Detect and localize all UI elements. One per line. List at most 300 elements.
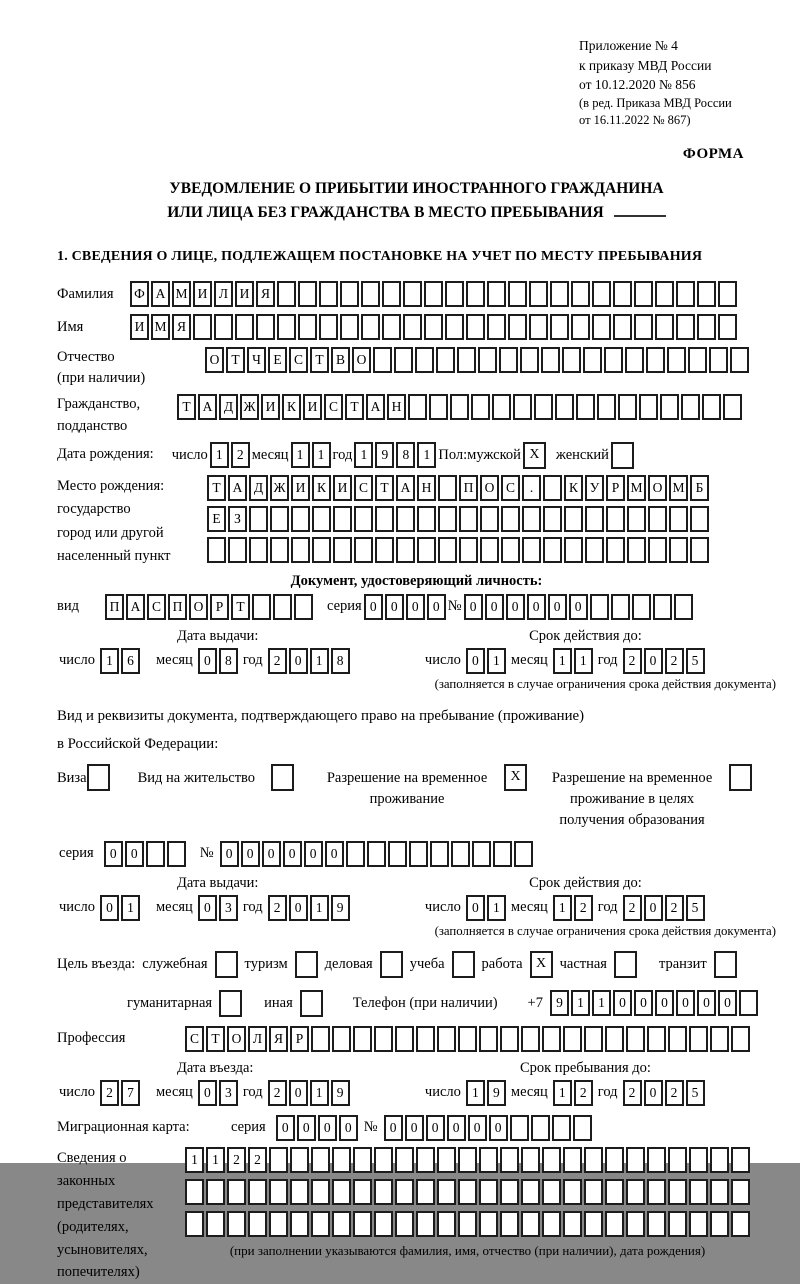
char-cell[interactable] (647, 1179, 666, 1205)
char-cell[interactable] (479, 1147, 498, 1173)
char-cell[interactable]: 9 (375, 442, 394, 468)
char-cell[interactable] (573, 1115, 592, 1141)
char-cell[interactable] (193, 314, 212, 340)
purpose-humanitarian-checkbox[interactable] (219, 990, 242, 1017)
char-cell[interactable]: П (105, 594, 124, 620)
char-cell[interactable] (508, 281, 527, 307)
char-cell[interactable] (571, 281, 590, 307)
char-cell[interactable] (438, 475, 457, 501)
char-cell[interactable] (605, 1211, 624, 1237)
char-cell[interactable]: С (354, 475, 373, 501)
char-cell[interactable] (458, 1179, 477, 1205)
char-cell[interactable] (689, 1026, 708, 1052)
char-cell[interactable]: К (282, 394, 301, 420)
purpose-private-checkbox[interactable] (614, 951, 637, 978)
char-cell[interactable]: А (151, 281, 170, 307)
char-cell[interactable]: 0 (468, 1115, 487, 1141)
char-cell[interactable] (437, 1179, 456, 1205)
char-cell[interactable]: 2 (231, 442, 250, 468)
char-cell[interactable] (564, 537, 583, 563)
char-cell[interactable]: 2 (248, 1147, 267, 1173)
sex-female-checkbox[interactable] (611, 442, 634, 469)
char-cell[interactable] (689, 1211, 708, 1237)
char-cell[interactable] (563, 1147, 582, 1173)
char-cell[interactable] (510, 1115, 529, 1141)
char-cell[interactable] (655, 314, 674, 340)
char-cell[interactable] (332, 1211, 351, 1237)
char-cell[interactable] (353, 1026, 372, 1052)
char-cell[interactable] (354, 506, 373, 532)
char-cell[interactable]: 0 (198, 895, 217, 921)
char-cell[interactable] (206, 1211, 225, 1237)
char-cell[interactable]: 0 (634, 990, 653, 1016)
char-cell[interactable] (718, 314, 737, 340)
char-cell[interactable]: 1 (312, 442, 331, 468)
char-cell[interactable] (437, 1211, 456, 1237)
char-cell[interactable] (228, 537, 247, 563)
char-cell[interactable] (424, 281, 443, 307)
char-cell[interactable]: 6 (121, 648, 140, 674)
char-cell[interactable]: А (126, 594, 145, 620)
char-cell[interactable] (576, 394, 595, 420)
char-cell[interactable] (367, 841, 386, 867)
char-cell[interactable] (500, 1179, 519, 1205)
char-cell[interactable] (361, 314, 380, 340)
char-cell[interactable] (592, 281, 611, 307)
char-cell[interactable]: 0 (297, 1115, 316, 1141)
char-cell[interactable] (294, 594, 313, 620)
char-cell[interactable]: Е (207, 506, 226, 532)
char-cell[interactable] (445, 314, 464, 340)
char-cell[interactable]: Я (256, 281, 275, 307)
char-cell[interactable] (531, 1115, 550, 1141)
char-cell[interactable]: 0 (676, 990, 695, 1016)
char-cell[interactable] (248, 1179, 267, 1205)
char-cell[interactable]: О (648, 475, 667, 501)
char-cell[interactable]: Р (210, 594, 229, 620)
char-cell[interactable]: Р (606, 475, 625, 501)
char-cell[interactable] (618, 394, 637, 420)
char-cell[interactable] (466, 314, 485, 340)
char-cell[interactable] (625, 347, 644, 373)
char-cell[interactable] (290, 1147, 309, 1173)
char-cell[interactable] (466, 281, 485, 307)
char-cell[interactable] (429, 394, 448, 420)
char-cell[interactable]: Д (249, 475, 268, 501)
char-cell[interactable]: О (205, 347, 224, 373)
char-cell[interactable]: Ж (270, 475, 289, 501)
char-cell[interactable]: И (235, 281, 254, 307)
char-cell[interactable] (269, 1147, 288, 1173)
char-cell[interactable] (319, 314, 338, 340)
char-cell[interactable]: М (172, 281, 191, 307)
char-cell[interactable] (332, 1026, 351, 1052)
char-cell[interactable]: 0 (426, 1115, 445, 1141)
char-cell[interactable]: 5 (686, 648, 705, 674)
char-cell[interactable]: 9 (331, 895, 350, 921)
char-cell[interactable] (627, 537, 646, 563)
char-cell[interactable] (597, 394, 616, 420)
char-cell[interactable] (227, 1179, 246, 1205)
char-cell[interactable] (660, 394, 679, 420)
char-cell[interactable] (541, 347, 560, 373)
char-cell[interactable]: 8 (396, 442, 415, 468)
purpose-work-checkbox[interactable]: X (530, 951, 553, 978)
char-cell[interactable]: 0 (464, 594, 483, 620)
option-visa-checkbox[interactable] (87, 764, 110, 791)
sex-male-checkbox[interactable]: X (523, 442, 546, 469)
char-cell[interactable]: Е (268, 347, 287, 373)
char-cell[interactable] (227, 1211, 246, 1237)
char-cell[interactable]: С (147, 594, 166, 620)
char-cell[interactable]: Я (269, 1026, 288, 1052)
char-cell[interactable] (709, 347, 728, 373)
char-cell[interactable]: А (366, 394, 385, 420)
char-cell[interactable]: 1 (354, 442, 373, 468)
char-cell[interactable]: 0 (198, 648, 217, 674)
char-cell[interactable] (521, 1026, 540, 1052)
char-cell[interactable] (514, 841, 533, 867)
purpose-other-checkbox[interactable] (300, 990, 323, 1017)
char-cell[interactable]: 0 (262, 841, 281, 867)
char-cell[interactable] (340, 281, 359, 307)
char-cell[interactable] (445, 281, 464, 307)
char-cell[interactable]: 0 (548, 594, 567, 620)
char-cell[interactable]: 0 (289, 1080, 308, 1106)
char-cell[interactable] (146, 841, 165, 867)
char-cell[interactable] (583, 347, 602, 373)
char-cell[interactable]: А (228, 475, 247, 501)
char-cell[interactable] (273, 594, 292, 620)
char-cell[interactable] (730, 347, 749, 373)
char-cell[interactable] (613, 314, 632, 340)
char-cell[interactable] (562, 347, 581, 373)
char-cell[interactable] (395, 1026, 414, 1052)
char-cell[interactable]: 0 (325, 841, 344, 867)
char-cell[interactable]: 1 (100, 648, 119, 674)
char-cell[interactable]: Т (310, 347, 329, 373)
char-cell[interactable] (542, 1179, 561, 1205)
char-cell[interactable] (626, 1147, 645, 1173)
char-cell[interactable] (639, 394, 658, 420)
char-cell[interactable]: 0 (384, 1115, 403, 1141)
char-cell[interactable] (563, 1179, 582, 1205)
char-cell[interactable] (647, 1026, 666, 1052)
char-cell[interactable]: Т (206, 1026, 225, 1052)
char-cell[interactable] (457, 347, 476, 373)
char-cell[interactable] (374, 1211, 393, 1237)
char-cell[interactable]: К (312, 475, 331, 501)
char-cell[interactable]: Б (690, 475, 709, 501)
char-cell[interactable] (584, 1211, 603, 1237)
char-cell[interactable] (458, 1211, 477, 1237)
char-cell[interactable] (479, 1211, 498, 1237)
char-cell[interactable]: 1 (310, 895, 329, 921)
char-cell[interactable]: 2 (623, 895, 642, 921)
char-cell[interactable]: 8 (219, 648, 238, 674)
char-cell[interactable] (521, 1179, 540, 1205)
char-cell[interactable]: И (291, 475, 310, 501)
char-cell[interactable] (647, 1147, 666, 1173)
char-cell[interactable] (584, 1147, 603, 1173)
char-cell[interactable]: 0 (718, 990, 737, 1016)
char-cell[interactable] (416, 1147, 435, 1173)
char-cell[interactable] (647, 1211, 666, 1237)
char-cell[interactable] (332, 1179, 351, 1205)
char-cell[interactable] (290, 1179, 309, 1205)
char-cell[interactable] (458, 1026, 477, 1052)
char-cell[interactable] (298, 281, 317, 307)
char-cell[interactable] (731, 1179, 750, 1205)
purpose-transit-checkbox[interactable] (714, 951, 737, 978)
char-cell[interactable] (353, 1211, 372, 1237)
char-cell[interactable]: Т (231, 594, 250, 620)
char-cell[interactable] (571, 314, 590, 340)
char-cell[interactable] (529, 314, 548, 340)
char-cell[interactable] (480, 537, 499, 563)
char-cell[interactable]: 0 (527, 594, 546, 620)
char-cell[interactable] (252, 594, 271, 620)
char-cell[interactable] (543, 475, 562, 501)
char-cell[interactable]: С (289, 347, 308, 373)
char-cell[interactable] (437, 1147, 456, 1173)
char-cell[interactable]: М (151, 314, 170, 340)
char-cell[interactable]: С (185, 1026, 204, 1052)
char-cell[interactable]: 1 (206, 1147, 225, 1173)
char-cell[interactable] (382, 314, 401, 340)
char-cell[interactable] (543, 506, 562, 532)
char-cell[interactable] (354, 537, 373, 563)
char-cell[interactable] (655, 281, 674, 307)
char-cell[interactable]: 1 (466, 1080, 485, 1106)
char-cell[interactable] (555, 394, 574, 420)
char-cell[interactable] (249, 506, 268, 532)
char-cell[interactable]: 5 (686, 1080, 705, 1106)
char-cell[interactable]: И (333, 475, 352, 501)
char-cell[interactable] (396, 537, 415, 563)
char-cell[interactable]: 2 (665, 1080, 684, 1106)
char-cell[interactable] (521, 1147, 540, 1173)
char-cell[interactable] (605, 1179, 624, 1205)
char-cell[interactable]: 0 (289, 895, 308, 921)
char-cell[interactable]: 0 (104, 841, 123, 867)
char-cell[interactable]: 0 (241, 841, 260, 867)
char-cell[interactable] (270, 537, 289, 563)
char-cell[interactable]: . (522, 475, 541, 501)
char-cell[interactable] (487, 314, 506, 340)
char-cell[interactable] (605, 1026, 624, 1052)
char-cell[interactable]: Н (387, 394, 406, 420)
char-cell[interactable]: 1 (553, 648, 572, 674)
char-cell[interactable]: В (331, 347, 350, 373)
char-cell[interactable] (584, 1179, 603, 1205)
char-cell[interactable]: 0 (644, 895, 663, 921)
char-cell[interactable]: 1 (592, 990, 611, 1016)
char-cell[interactable] (277, 314, 296, 340)
char-cell[interactable] (646, 347, 665, 373)
char-cell[interactable] (676, 281, 695, 307)
char-cell[interactable] (312, 506, 331, 532)
char-cell[interactable] (478, 347, 497, 373)
char-cell[interactable] (668, 1179, 687, 1205)
char-cell[interactable] (690, 537, 709, 563)
char-cell[interactable] (500, 1026, 519, 1052)
char-cell[interactable] (408, 394, 427, 420)
char-cell[interactable]: 1 (185, 1147, 204, 1173)
char-cell[interactable]: 2 (268, 1080, 287, 1106)
char-cell[interactable]: 1 (291, 442, 310, 468)
char-cell[interactable] (375, 506, 394, 532)
char-cell[interactable] (353, 1179, 372, 1205)
char-cell[interactable] (702, 394, 721, 420)
char-cell[interactable] (534, 394, 553, 420)
char-cell[interactable] (688, 347, 707, 373)
char-cell[interactable]: 0 (427, 594, 446, 620)
char-cell[interactable]: 8 (331, 648, 350, 674)
char-cell[interactable] (520, 347, 539, 373)
char-cell[interactable] (416, 1211, 435, 1237)
char-cell[interactable] (471, 394, 490, 420)
char-cell[interactable] (479, 1179, 498, 1205)
char-cell[interactable] (438, 506, 457, 532)
char-cell[interactable]: 1 (574, 648, 593, 674)
char-cell[interactable] (669, 506, 688, 532)
char-cell[interactable]: О (480, 475, 499, 501)
char-cell[interactable] (690, 506, 709, 532)
char-cell[interactable] (185, 1179, 204, 1205)
char-cell[interactable]: 1 (553, 1080, 572, 1106)
char-cell[interactable] (668, 1211, 687, 1237)
char-cell[interactable] (668, 1147, 687, 1173)
char-cell[interactable]: А (198, 394, 217, 420)
char-cell[interactable] (458, 1147, 477, 1173)
char-cell[interactable] (626, 1211, 645, 1237)
char-cell[interactable]: 5 (686, 895, 705, 921)
char-cell[interactable]: О (189, 594, 208, 620)
char-cell[interactable] (459, 537, 478, 563)
char-cell[interactable] (669, 537, 688, 563)
char-cell[interactable] (676, 314, 695, 340)
char-cell[interactable]: 1 (487, 895, 506, 921)
char-cell[interactable] (492, 394, 511, 420)
char-cell[interactable] (256, 314, 275, 340)
char-cell[interactable] (395, 1179, 414, 1205)
char-cell[interactable]: И (261, 394, 280, 420)
char-cell[interactable]: П (168, 594, 187, 620)
char-cell[interactable]: 0 (364, 594, 383, 620)
char-cell[interactable] (697, 314, 716, 340)
char-cell[interactable] (710, 1147, 729, 1173)
char-cell[interactable] (552, 1115, 571, 1141)
char-cell[interactable] (585, 537, 604, 563)
char-cell[interactable]: 0 (198, 1080, 217, 1106)
char-cell[interactable]: 2 (227, 1147, 246, 1173)
char-cell[interactable] (424, 314, 443, 340)
char-cell[interactable]: 1 (417, 442, 436, 468)
char-cell[interactable] (291, 506, 310, 532)
char-cell[interactable]: У (585, 475, 604, 501)
char-cell[interactable] (501, 537, 520, 563)
char-cell[interactable] (606, 537, 625, 563)
char-cell[interactable]: 0 (655, 990, 674, 1016)
char-cell[interactable]: Т (345, 394, 364, 420)
purpose-official-checkbox[interactable] (215, 951, 238, 978)
char-cell[interactable] (500, 1147, 519, 1173)
char-cell[interactable] (417, 506, 436, 532)
char-cell[interactable]: Л (214, 281, 233, 307)
char-cell[interactable] (340, 314, 359, 340)
char-cell[interactable] (521, 1211, 540, 1237)
char-cell[interactable] (395, 1211, 414, 1237)
char-cell[interactable]: Т (375, 475, 394, 501)
char-cell[interactable] (542, 1147, 561, 1173)
char-cell[interactable] (668, 1026, 687, 1052)
char-cell[interactable] (291, 537, 310, 563)
char-cell[interactable] (605, 1147, 624, 1173)
char-cell[interactable]: 0 (406, 594, 425, 620)
char-cell[interactable] (542, 1026, 561, 1052)
char-cell[interactable] (634, 281, 653, 307)
char-cell[interactable]: М (627, 475, 646, 501)
char-cell[interactable] (501, 506, 520, 532)
char-cell[interactable] (249, 537, 268, 563)
char-cell[interactable]: 0 (613, 990, 632, 1016)
char-cell[interactable] (613, 281, 632, 307)
char-cell[interactable] (346, 841, 365, 867)
char-cell[interactable]: 0 (466, 648, 485, 674)
char-cell[interactable] (290, 1211, 309, 1237)
char-cell[interactable] (312, 537, 331, 563)
char-cell[interactable]: 0 (283, 841, 302, 867)
char-cell[interactable]: 0 (339, 1115, 358, 1141)
char-cell[interactable]: 2 (623, 648, 642, 674)
char-cell[interactable] (333, 506, 352, 532)
char-cell[interactable]: 0 (125, 841, 144, 867)
char-cell[interactable] (374, 1026, 393, 1052)
char-cell[interactable] (632, 594, 651, 620)
purpose-study-checkbox[interactable] (452, 951, 475, 978)
char-cell[interactable] (311, 1211, 330, 1237)
char-cell[interactable]: 0 (466, 895, 485, 921)
char-cell[interactable] (415, 347, 434, 373)
char-cell[interactable] (681, 394, 700, 420)
char-cell[interactable] (269, 1179, 288, 1205)
char-cell[interactable]: Л (248, 1026, 267, 1052)
char-cell[interactable]: 2 (623, 1080, 642, 1106)
char-cell[interactable] (438, 537, 457, 563)
char-cell[interactable]: 9 (487, 1080, 506, 1106)
char-cell[interactable] (611, 594, 630, 620)
char-cell[interactable] (667, 347, 686, 373)
char-cell[interactable] (374, 1147, 393, 1173)
char-cell[interactable] (319, 281, 338, 307)
char-cell[interactable]: 0 (318, 1115, 337, 1141)
char-cell[interactable] (417, 537, 436, 563)
char-cell[interactable]: К (564, 475, 583, 501)
char-cell[interactable]: 2 (574, 1080, 593, 1106)
char-cell[interactable] (731, 1147, 750, 1173)
char-cell[interactable]: 0 (489, 1115, 508, 1141)
char-cell[interactable] (382, 281, 401, 307)
char-cell[interactable]: 2 (665, 648, 684, 674)
char-cell[interactable]: 0 (644, 648, 663, 674)
char-cell[interactable]: 7 (121, 1080, 140, 1106)
char-cell[interactable] (480, 506, 499, 532)
char-cell[interactable] (543, 537, 562, 563)
char-cell[interactable] (403, 281, 422, 307)
char-cell[interactable] (479, 1026, 498, 1052)
char-cell[interactable]: 0 (644, 1080, 663, 1106)
